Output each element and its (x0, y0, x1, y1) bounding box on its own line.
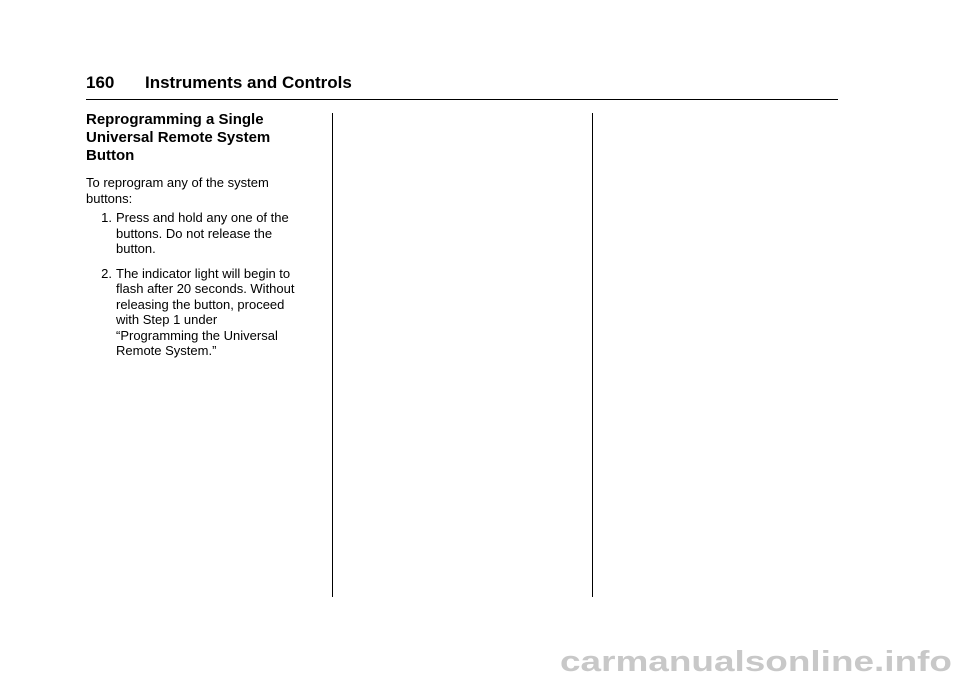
step-line: “Programming the Universal (116, 327, 278, 343)
heading-line: Button (86, 147, 135, 164)
heading-line: Universal Remote System (86, 129, 271, 146)
intro-line: buttons: (86, 190, 133, 206)
page-number: 160 (86, 73, 115, 92)
step-line: Press and hold any one of the (116, 210, 289, 225)
step-number: 1. (101, 210, 112, 225)
step-line: button. (116, 241, 156, 256)
section-title: Instruments and Controls (145, 73, 352, 92)
step-item (86, 266, 322, 359)
step-list (86, 210, 322, 359)
step-line: with Step 1 under (116, 312, 218, 327)
watermark (554, 646, 954, 676)
intro-paragraph (86, 175, 322, 206)
left-column (86, 111, 322, 368)
step-item (86, 210, 322, 257)
step-line: releasing the button, proceed (116, 296, 285, 312)
column-divider-right (592, 113, 593, 597)
watermark-text: carmanualsonline.info (560, 646, 952, 676)
step-number: 2. (101, 265, 112, 281)
heading-line: Reprogramming a Single (86, 111, 264, 128)
step-line: Remote System.” (116, 343, 217, 358)
watermark-graphic (554, 646, 954, 676)
step-line: flash after 20 seconds. Without (116, 281, 295, 296)
column-divider-left (332, 113, 333, 597)
step-line: buttons. Do not release the (116, 225, 273, 241)
intro-line: To reprogram any of the system (86, 175, 269, 190)
page-header (86, 72, 838, 100)
topic-heading (86, 111, 322, 165)
step-line: The indicator light will begin to (116, 265, 291, 281)
header-rule (86, 99, 838, 100)
